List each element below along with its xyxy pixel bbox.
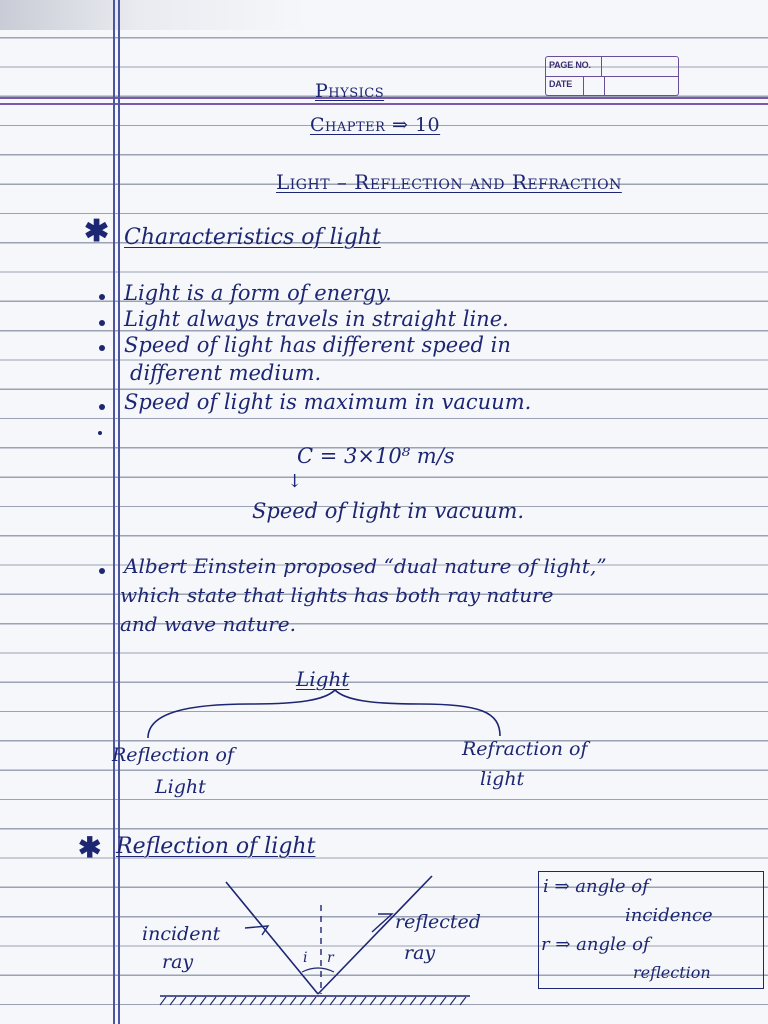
- einstein-line: and wave nature.: [120, 612, 296, 636]
- tree-left-label-2: Light: [155, 776, 206, 798]
- bullet-text: Light always travels in straight line.: [124, 307, 509, 331]
- legend-line: reflection: [633, 963, 711, 982]
- legend-line: r ⇒ angle of: [541, 934, 650, 955]
- formula-caption: Speed of light in vacuum.: [252, 499, 525, 523]
- subject-title: Physics: [315, 80, 385, 102]
- einstein-line: Albert Einstein proposed “dual nature of light,”: [124, 554, 607, 578]
- section1-heading: Characteristics of light: [124, 225, 381, 250]
- chapter-title: Chapter ⇒ 10: [310, 114, 441, 136]
- section2-heading: Reflection of light: [116, 834, 316, 859]
- tree-right-label: Refraction of: [462, 738, 588, 760]
- legend-line: i ⇒ angle of: [543, 876, 649, 897]
- bullet-text: Speed of light is maximum in vacuum.: [124, 390, 532, 414]
- incident-ray-label-2: ray: [162, 951, 194, 973]
- bullet-text: Light is a form of energy.: [124, 281, 392, 305]
- date-label: DATE: [549, 79, 573, 89]
- asterisk-icon: ✱: [84, 214, 110, 249]
- page-no-label: PAGE NO.: [549, 60, 591, 70]
- reflected-ray-label-2: ray: [404, 942, 436, 964]
- angle-r-label: r: [327, 950, 334, 966]
- angle-i-label: i: [303, 950, 308, 966]
- bullet-text-continued: different medium.: [130, 361, 322, 385]
- legend-line: incidence: [625, 905, 713, 926]
- einstein-line: which state that lights has both ray nature: [120, 583, 554, 607]
- formula-text: C = 3×10⁸ m/s: [297, 444, 455, 468]
- tree-root-label: Light: [296, 667, 350, 691]
- topic-title: Light – Reflection and Refraction: [276, 170, 622, 194]
- tree-right-label-2: light: [480, 768, 525, 790]
- incident-ray-label: incident: [142, 923, 221, 945]
- asterisk-icon: ✱: [78, 831, 102, 864]
- bullet-text: Speed of light has different speed in: [124, 333, 511, 357]
- tree-left-label: Reflection of: [112, 744, 235, 766]
- reflected-ray-label: reflected: [395, 911, 481, 933]
- legend-box: [538, 871, 764, 989]
- down-arrow-icon: ↓: [287, 471, 303, 492]
